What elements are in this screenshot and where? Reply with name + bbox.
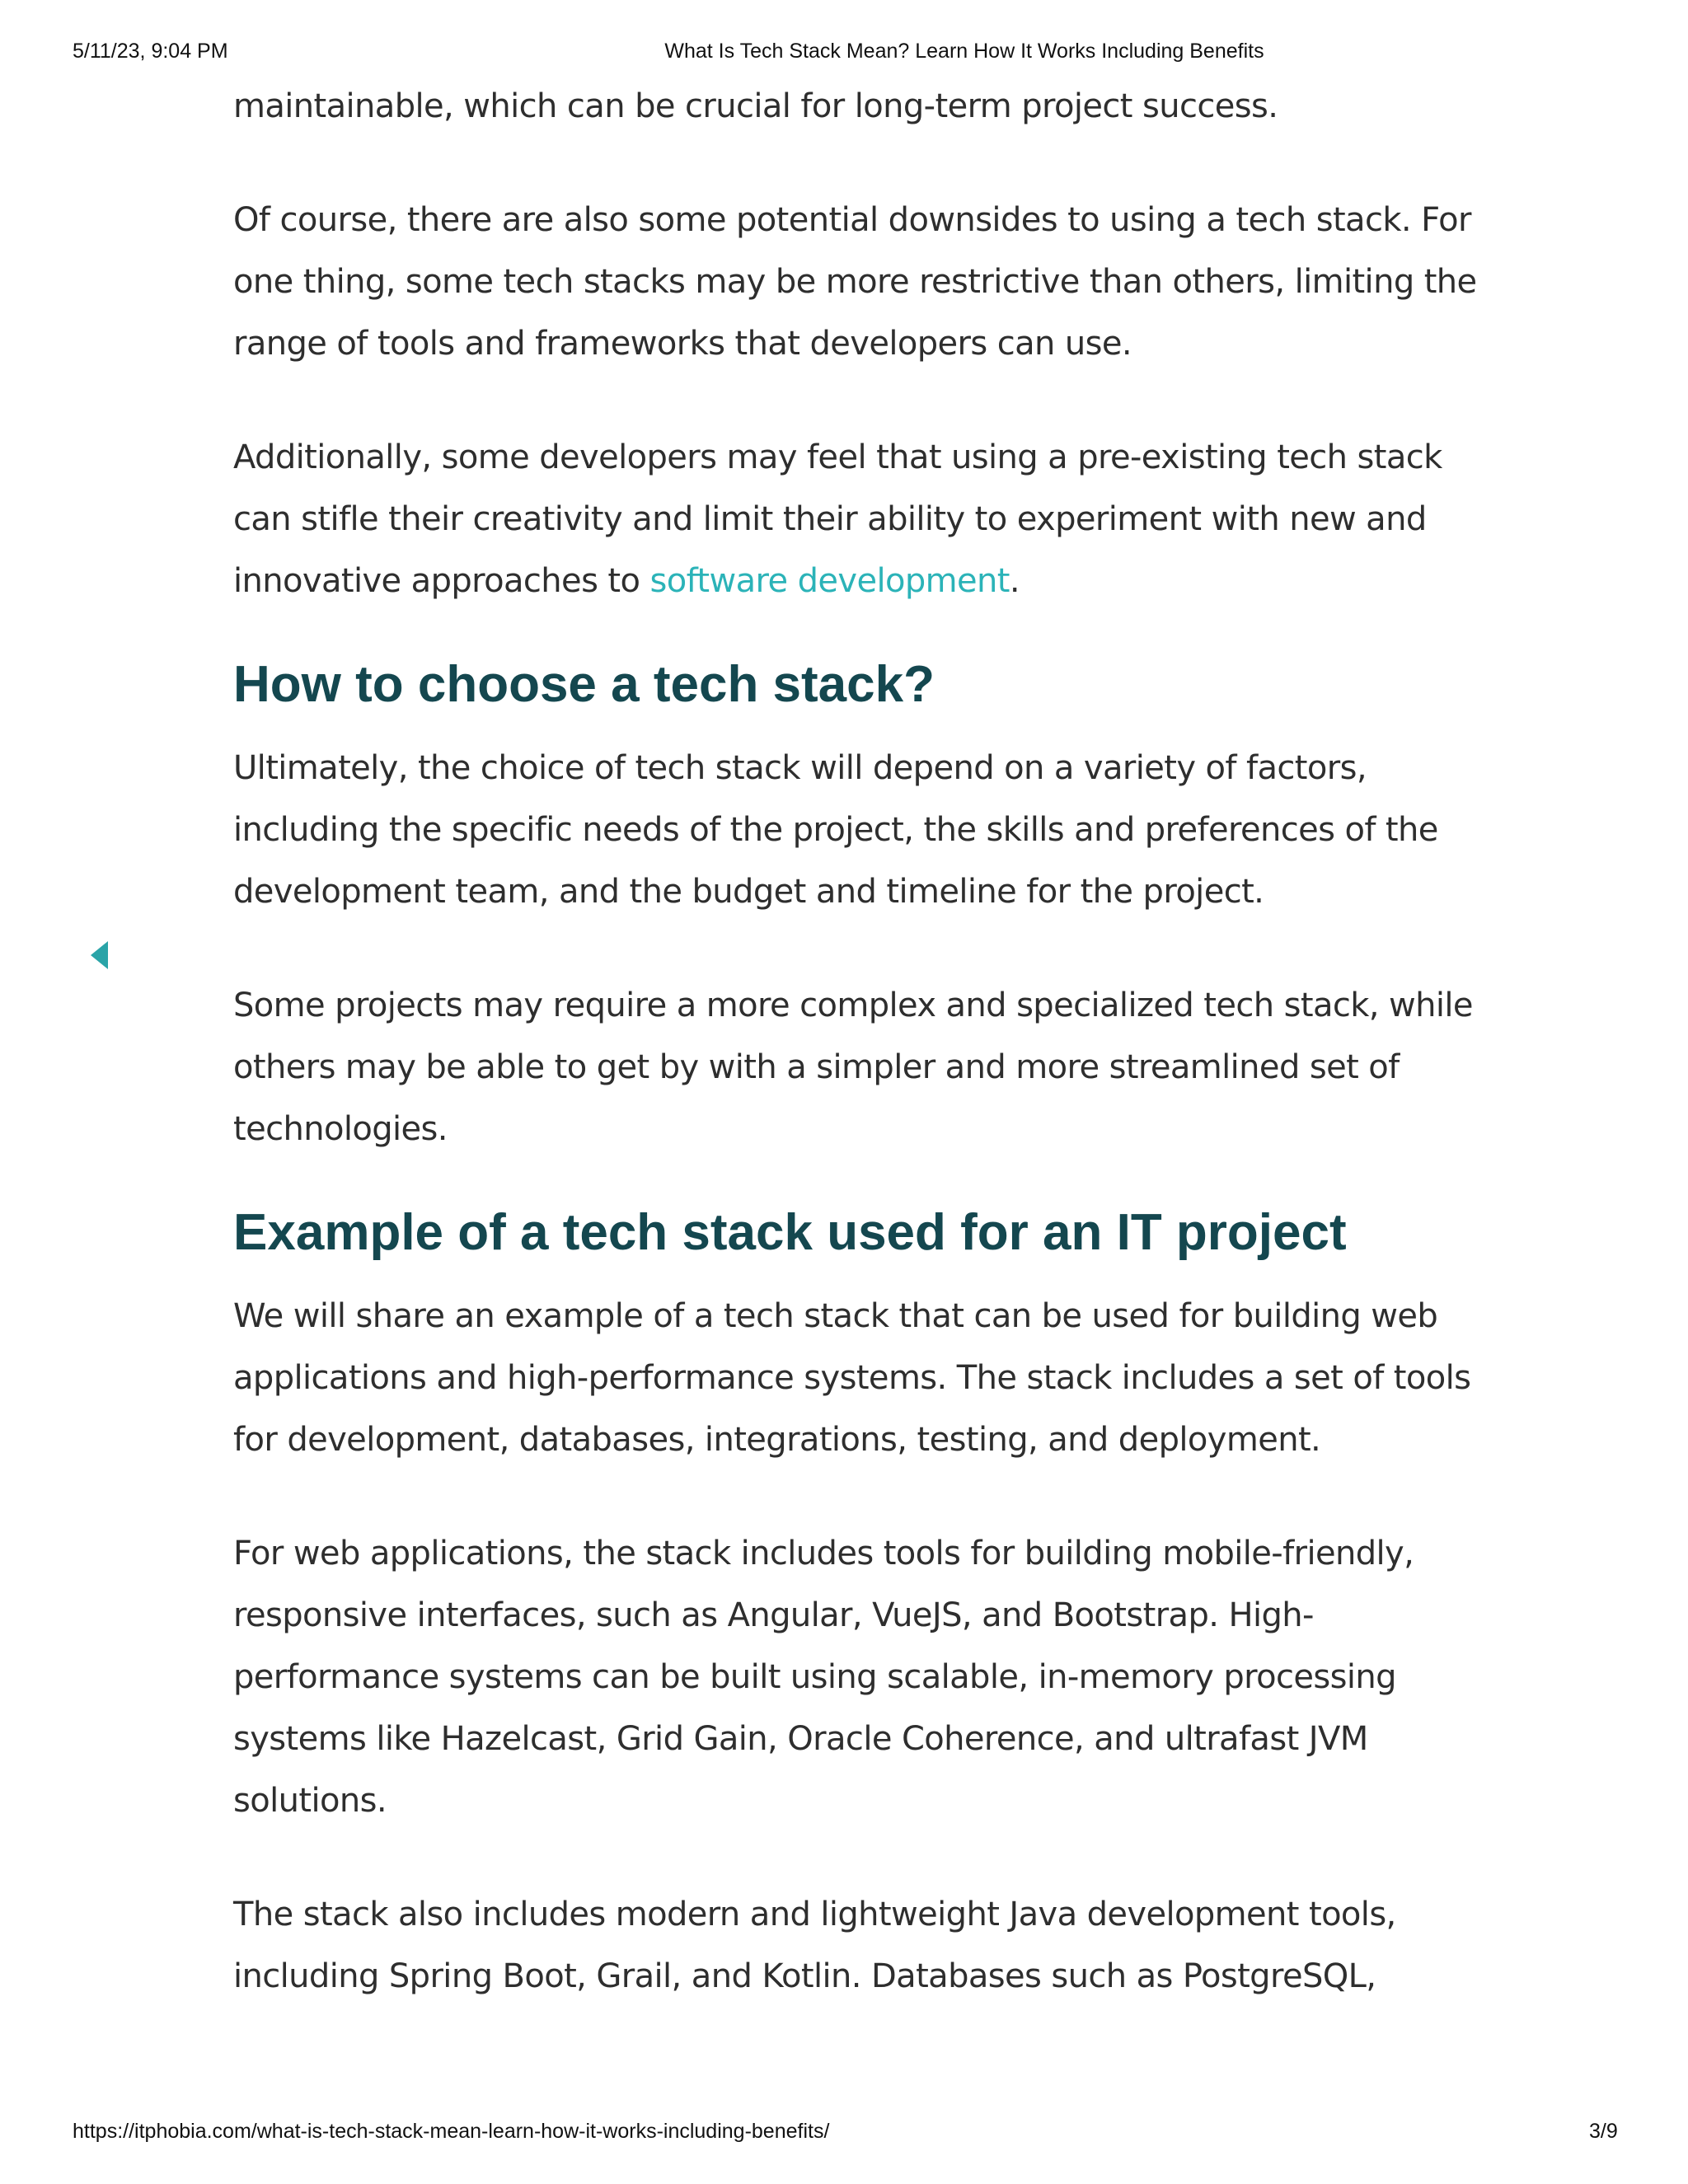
paragraph-example-intro: We will share an example of a tech stack that can be used for building web applications and high-performance systems. The stack includes a set of tools for development, databases, integrations, testing, and deployment. <box>233 1297 1471 1459</box>
paragraph-choice-factors: Ultimately, the choice of tech stack will depend on a variety of factors, including the specific needs of the project, the skills and preferences of the development team, and the budget and timeline for the project. <box>233 749 1438 911</box>
paragraph-creativity <box>233 427 1486 612</box>
print-header <box>0 40 1688 68</box>
paragraph-web-applications: For web applications, the stack includes tools for building mobile-friendly, responsive interfaces, such as Angular, VueJS, and Bootstrap. High-performance systems can be built using scalable, in-memory processing systems like Hazelcast, Grid Gain, Oracle Coherence, and ultrafast JVM solutions. <box>233 1535 1414 1820</box>
article-body <box>233 76 1486 2008</box>
paragraph-downsides: Of course, there are also some potential downsides to using a tech stack. For one thing, some tech stacks may be more restrictive than others, limiting the range of tools and frameworks that developers can use. <box>233 201 1477 363</box>
print-date: 5/11/23, 9:04 PM <box>73 40 228 63</box>
print-page-number: 3/9 <box>1589 2120 1618 2143</box>
print-url: https://itphobia.com/what-is-tech-stack-mean-learn-how-it-works-including-benefits/ <box>73 2120 830 2143</box>
paragraph-creativity-end: . <box>1009 562 1020 600</box>
paragraph-java-tools: The stack also includes modern and lightweight Java development tools, including Spring Boot, Grail, and Kotlin. Databases such as PostgreSQL, <box>233 1896 1396 1995</box>
software-development-link[interactable]: software development <box>649 562 1010 600</box>
paragraph-creativity-text: Additionally, some developers may feel that using a pre-existing tech stack can stifle their creativity and limit their ability to experiment with new and innovative approaches to <box>233 438 1442 600</box>
paragraph-complexity: Some projects may require a more complex and specialized tech stack, while others may be able to get by with a simpler and more streamlined set of technologies. <box>233 987 1473 1148</box>
heading-how-to-choose: How to choose a tech stack? <box>233 656 935 713</box>
paragraph-maintainable: maintainable, which can be crucial for long-term project success. <box>233 87 1278 125</box>
caret-left-icon[interactable] <box>91 941 108 969</box>
print-footer <box>0 2120 1688 2148</box>
print-page-title: What Is Tech Stack Mean? Learn How It Works Including Benefits <box>664 40 1264 63</box>
heading-example-tech-stack: Example of a tech stack used for an IT project <box>233 1204 1347 1261</box>
